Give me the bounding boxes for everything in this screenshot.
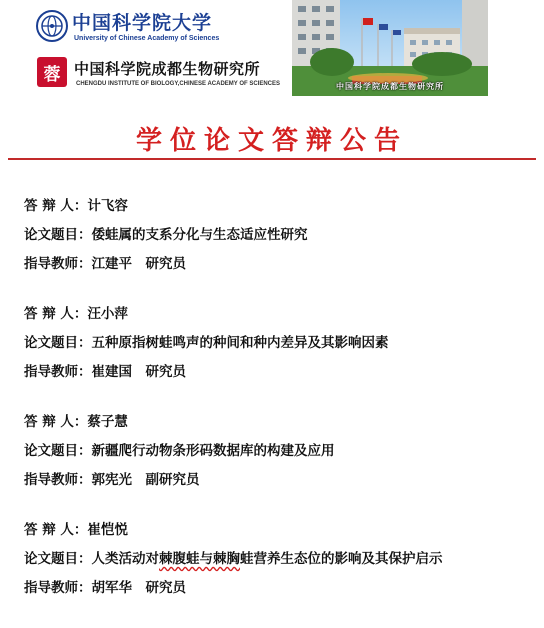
advisor-label: 指导教师： bbox=[24, 472, 92, 488]
announcement-list bbox=[24, 196, 534, 628]
campus-photo bbox=[292, 0, 488, 96]
defender-name: 汪小萍 bbox=[87, 306, 128, 322]
thesis-title-label: 论文题目： bbox=[24, 227, 92, 243]
thesis-title-label: 论文题目： bbox=[24, 551, 92, 567]
defender-row bbox=[24, 304, 534, 333]
defender-row bbox=[24, 196, 534, 225]
defender-name: 计飞容 bbox=[87, 198, 128, 214]
thesis-title: 新疆爬行动物条形码数据库的构建及应用 bbox=[91, 443, 335, 459]
thesis-title-part: 蛙营养生态位的影响及其保护启示 bbox=[240, 551, 443, 567]
photo-caption: 中国科学院成都生物研究所 bbox=[336, 82, 444, 91]
announcement-item bbox=[24, 196, 534, 304]
advisor-name: 郭宪光 副研究员 bbox=[91, 472, 200, 488]
advisor-name: 崔建国 研究员 bbox=[91, 364, 186, 380]
page-header bbox=[0, 0, 544, 100]
cib-seal-logo: 蓉 bbox=[37, 57, 67, 87]
defender-label: 答 辩 人： bbox=[24, 198, 88, 214]
announcement-item bbox=[24, 520, 534, 628]
thesis-title-row bbox=[24, 441, 534, 470]
thesis-title-label: 论文题目： bbox=[24, 335, 92, 351]
thesis-title-spellcheck-underline: 棘腹蛙与棘胸 bbox=[159, 551, 240, 567]
defender-row bbox=[24, 412, 534, 441]
thesis-title: 倭蛙属的支系分化与生态适应性研究 bbox=[91, 227, 308, 243]
thesis-title-label: 论文题目： bbox=[24, 443, 92, 459]
advisor-row bbox=[24, 578, 534, 607]
ucas-english-name: University of Chinese Academy of Sciences bbox=[74, 35, 220, 42]
title-divider bbox=[8, 158, 536, 160]
defender-label: 答 辩 人： bbox=[24, 522, 88, 538]
announcement-item bbox=[24, 412, 534, 520]
ucas-name: 中国科学院大学 bbox=[72, 12, 213, 34]
cib-english-name: CHENGDU INSTITUTE OF BIOLOGY,CHINESE ACADEMY OF SCIENCES bbox=[76, 81, 281, 87]
advisor-row bbox=[24, 470, 534, 499]
advisor-label: 指导教师： bbox=[24, 364, 92, 380]
defender-label: 答 辩 人： bbox=[24, 414, 88, 430]
defender-label: 答 辩 人： bbox=[24, 306, 88, 322]
thesis-title: 五种原指树蛙鸣声的种间和种内差异及其影响因素 bbox=[91, 335, 389, 351]
advisor-row bbox=[24, 362, 534, 391]
defender-row bbox=[24, 520, 534, 549]
cib-name: 中国科学院成都生物研究所 bbox=[74, 60, 261, 78]
thesis-title-row bbox=[24, 225, 534, 254]
announcement-item bbox=[24, 304, 534, 412]
advisor-name: 胡军华 研究员 bbox=[91, 580, 186, 596]
advisor-label: 指导教师： bbox=[24, 580, 92, 596]
defender-name: 崔恺悦 bbox=[87, 522, 128, 538]
page-title: 学位论文答辩公告 bbox=[135, 126, 408, 156]
thesis-title-row bbox=[24, 333, 534, 362]
advisor-label: 指导教师： bbox=[24, 256, 92, 272]
ucas-emblem-icon bbox=[36, 10, 68, 42]
advisor-row bbox=[24, 254, 534, 283]
thesis-title-part: 人类活动对 bbox=[91, 551, 159, 567]
defender-name: 蔡子慧 bbox=[87, 414, 128, 430]
advisor-name: 江建平 研究员 bbox=[91, 256, 186, 272]
thesis-title-row bbox=[24, 549, 534, 578]
